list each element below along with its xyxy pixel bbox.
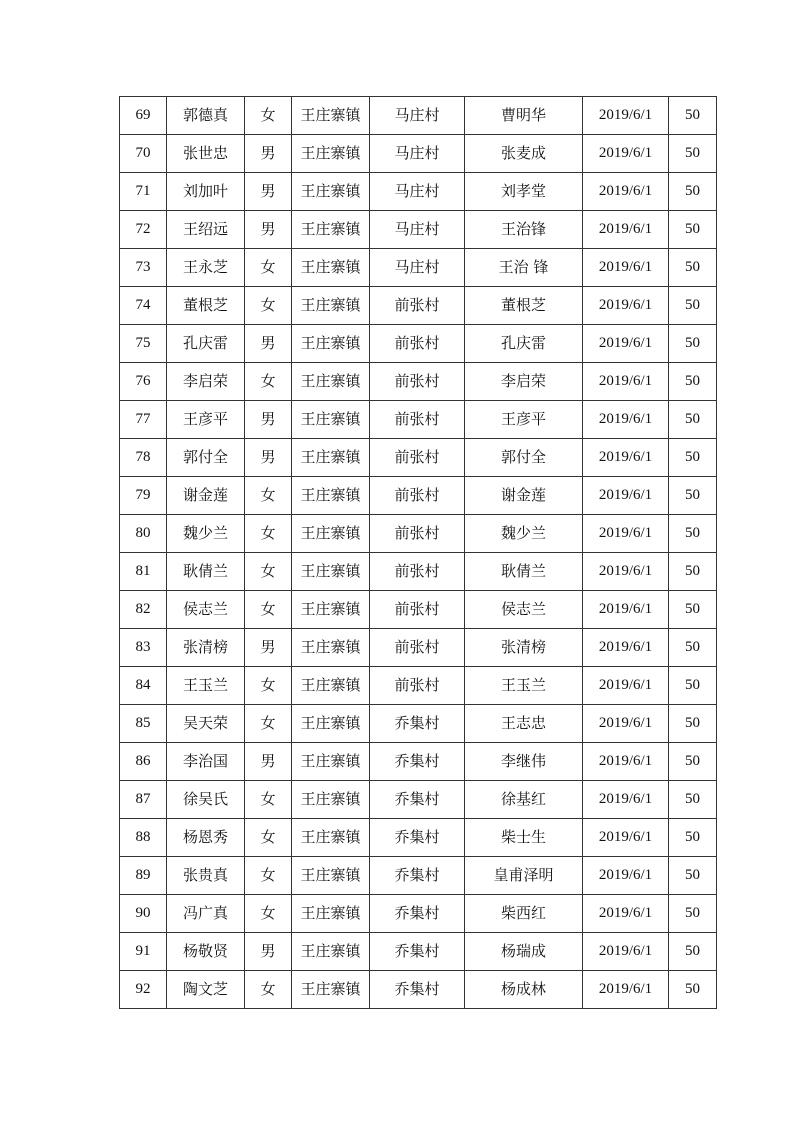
serial-number-cell: 85 [120, 705, 167, 743]
amount-cell: 50 [669, 667, 717, 705]
name-cell: 徐吴氏 [167, 781, 245, 819]
gender-cell: 女 [245, 591, 292, 629]
gender-cell: 男 [245, 743, 292, 781]
serial-number-cell: 87 [120, 781, 167, 819]
amount-cell: 50 [669, 705, 717, 743]
gender-cell: 男 [245, 439, 292, 477]
table-row [120, 591, 717, 629]
gender-cell: 男 [245, 173, 292, 211]
village-cell: 前张村 [370, 591, 465, 629]
name-cell: 王玉兰 [167, 667, 245, 705]
town-cell: 王庄寨镇 [292, 857, 370, 895]
serial-number-cell: 84 [120, 667, 167, 705]
payee-cell: 张麦成 [465, 135, 583, 173]
amount-cell: 50 [669, 173, 717, 211]
serial-number-cell: 75 [120, 325, 167, 363]
village-cell: 前张村 [370, 515, 465, 553]
table-row [120, 325, 717, 363]
town-cell: 王庄寨镇 [292, 553, 370, 591]
town-cell: 王庄寨镇 [292, 819, 370, 857]
table-row [120, 135, 717, 173]
village-cell: 前张村 [370, 477, 465, 515]
date-cell: 2019/6/1 [583, 477, 669, 515]
date-cell: 2019/6/1 [583, 667, 669, 705]
name-cell: 张清榜 [167, 629, 245, 667]
amount-cell: 50 [669, 781, 717, 819]
gender-cell: 女 [245, 363, 292, 401]
town-cell: 王庄寨镇 [292, 933, 370, 971]
roster-body [120, 97, 717, 1009]
gender-cell: 女 [245, 515, 292, 553]
gender-cell: 女 [245, 249, 292, 287]
town-cell: 王庄寨镇 [292, 173, 370, 211]
town-cell: 王庄寨镇 [292, 211, 370, 249]
payee-cell: 王彦平 [465, 401, 583, 439]
payee-cell: 杨瑞成 [465, 933, 583, 971]
table-row [120, 933, 717, 971]
serial-number-cell: 78 [120, 439, 167, 477]
table-row [120, 401, 717, 439]
date-cell: 2019/6/1 [583, 819, 669, 857]
payee-cell: 郭付全 [465, 439, 583, 477]
town-cell: 王庄寨镇 [292, 325, 370, 363]
date-cell: 2019/6/1 [583, 971, 669, 1009]
village-cell: 前张村 [370, 667, 465, 705]
payee-cell: 刘孝堂 [465, 173, 583, 211]
table-row [120, 363, 717, 401]
payee-cell: 王志忠 [465, 705, 583, 743]
village-cell: 乔集村 [370, 705, 465, 743]
town-cell: 王庄寨镇 [292, 705, 370, 743]
table-row [120, 249, 717, 287]
payee-cell: 徐基红 [465, 781, 583, 819]
village-cell: 乔集村 [370, 895, 465, 933]
town-cell: 王庄寨镇 [292, 249, 370, 287]
date-cell: 2019/6/1 [583, 591, 669, 629]
date-cell: 2019/6/1 [583, 135, 669, 173]
table-row [120, 781, 717, 819]
payee-cell: 李启荣 [465, 363, 583, 401]
date-cell: 2019/6/1 [583, 515, 669, 553]
name-cell: 孔庆雷 [167, 325, 245, 363]
payee-cell: 谢金莲 [465, 477, 583, 515]
table-row [120, 819, 717, 857]
village-cell: 乔集村 [370, 857, 465, 895]
serial-number-cell: 80 [120, 515, 167, 553]
gender-cell: 男 [245, 933, 292, 971]
payee-cell: 柴士生 [465, 819, 583, 857]
name-cell: 耿倩兰 [167, 553, 245, 591]
gender-cell: 女 [245, 553, 292, 591]
town-cell: 王庄寨镇 [292, 477, 370, 515]
roster-table [119, 96, 717, 1009]
name-cell: 吴天荣 [167, 705, 245, 743]
town-cell: 王庄寨镇 [292, 135, 370, 173]
serial-number-cell: 70 [120, 135, 167, 173]
table-row [120, 895, 717, 933]
gender-cell: 女 [245, 971, 292, 1009]
date-cell: 2019/6/1 [583, 401, 669, 439]
amount-cell: 50 [669, 743, 717, 781]
village-cell: 前张村 [370, 325, 465, 363]
town-cell: 王庄寨镇 [292, 363, 370, 401]
amount-cell: 50 [669, 553, 717, 591]
date-cell: 2019/6/1 [583, 97, 669, 135]
village-cell: 马庄村 [370, 97, 465, 135]
table-row [120, 97, 717, 135]
town-cell: 王庄寨镇 [292, 667, 370, 705]
date-cell: 2019/6/1 [583, 629, 669, 667]
date-cell: 2019/6/1 [583, 553, 669, 591]
village-cell: 前张村 [370, 439, 465, 477]
date-cell: 2019/6/1 [583, 781, 669, 819]
serial-number-cell: 81 [120, 553, 167, 591]
date-cell: 2019/6/1 [583, 173, 669, 211]
amount-cell: 50 [669, 819, 717, 857]
village-cell: 马庄村 [370, 211, 465, 249]
table-row [120, 515, 717, 553]
amount-cell: 50 [669, 287, 717, 325]
amount-cell: 50 [669, 325, 717, 363]
gender-cell: 女 [245, 477, 292, 515]
gender-cell: 女 [245, 857, 292, 895]
village-cell: 前张村 [370, 287, 465, 325]
date-cell: 2019/6/1 [583, 363, 669, 401]
table-row [120, 477, 717, 515]
date-cell: 2019/6/1 [583, 325, 669, 363]
name-cell: 刘加叶 [167, 173, 245, 211]
gender-cell: 男 [245, 211, 292, 249]
village-cell: 马庄村 [370, 173, 465, 211]
date-cell: 2019/6/1 [583, 933, 669, 971]
gender-cell: 女 [245, 667, 292, 705]
payee-cell: 皇甫泽明 [465, 857, 583, 895]
town-cell: 王庄寨镇 [292, 439, 370, 477]
village-cell: 乔集村 [370, 819, 465, 857]
village-cell: 乔集村 [370, 743, 465, 781]
table-row [120, 439, 717, 477]
name-cell: 冯广真 [167, 895, 245, 933]
name-cell: 王彦平 [167, 401, 245, 439]
name-cell: 李治国 [167, 743, 245, 781]
payee-cell: 魏少兰 [465, 515, 583, 553]
table-row [120, 667, 717, 705]
name-cell: 杨敬贤 [167, 933, 245, 971]
serial-number-cell: 79 [120, 477, 167, 515]
payee-cell: 李继伟 [465, 743, 583, 781]
gender-cell: 女 [245, 781, 292, 819]
town-cell: 王庄寨镇 [292, 971, 370, 1009]
table-row [120, 629, 717, 667]
name-cell: 董根芝 [167, 287, 245, 325]
table-row [120, 173, 717, 211]
table-row [120, 743, 717, 781]
payee-cell: 杨成林 [465, 971, 583, 1009]
payee-cell: 孔庆雷 [465, 325, 583, 363]
amount-cell: 50 [669, 211, 717, 249]
serial-number-cell: 88 [120, 819, 167, 857]
table-row [120, 971, 717, 1009]
table-row [120, 287, 717, 325]
amount-cell: 50 [669, 363, 717, 401]
amount-cell: 50 [669, 249, 717, 287]
amount-cell: 50 [669, 97, 717, 135]
serial-number-cell: 74 [120, 287, 167, 325]
gender-cell: 男 [245, 135, 292, 173]
village-cell: 马庄村 [370, 135, 465, 173]
serial-number-cell: 69 [120, 97, 167, 135]
village-cell: 乔集村 [370, 971, 465, 1009]
payee-cell: 张清榜 [465, 629, 583, 667]
serial-number-cell: 89 [120, 857, 167, 895]
amount-cell: 50 [669, 401, 717, 439]
gender-cell: 女 [245, 819, 292, 857]
amount-cell: 50 [669, 477, 717, 515]
serial-number-cell: 83 [120, 629, 167, 667]
payee-cell: 曹明华 [465, 97, 583, 135]
amount-cell: 50 [669, 895, 717, 933]
town-cell: 王庄寨镇 [292, 287, 370, 325]
gender-cell: 男 [245, 401, 292, 439]
payee-cell: 耿倩兰 [465, 553, 583, 591]
table-row [120, 857, 717, 895]
table-row [120, 211, 717, 249]
gender-cell: 女 [245, 705, 292, 743]
name-cell: 杨恩秀 [167, 819, 245, 857]
serial-number-cell: 76 [120, 363, 167, 401]
town-cell: 王庄寨镇 [292, 401, 370, 439]
serial-number-cell: 73 [120, 249, 167, 287]
date-cell: 2019/6/1 [583, 211, 669, 249]
village-cell: 前张村 [370, 629, 465, 667]
name-cell: 陶文芝 [167, 971, 245, 1009]
date-cell: 2019/6/1 [583, 743, 669, 781]
amount-cell: 50 [669, 971, 717, 1009]
serial-number-cell: 86 [120, 743, 167, 781]
amount-cell: 50 [669, 629, 717, 667]
name-cell: 侯志兰 [167, 591, 245, 629]
amount-cell: 50 [669, 933, 717, 971]
payee-cell: 王治 锋 [465, 249, 583, 287]
village-cell: 乔集村 [370, 933, 465, 971]
name-cell: 郭德真 [167, 97, 245, 135]
name-cell: 王永芝 [167, 249, 245, 287]
town-cell: 王庄寨镇 [292, 515, 370, 553]
name-cell: 魏少兰 [167, 515, 245, 553]
payee-cell: 王治锋 [465, 211, 583, 249]
serial-number-cell: 92 [120, 971, 167, 1009]
amount-cell: 50 [669, 135, 717, 173]
date-cell: 2019/6/1 [583, 439, 669, 477]
date-cell: 2019/6/1 [583, 705, 669, 743]
date-cell: 2019/6/1 [583, 895, 669, 933]
name-cell: 郭付全 [167, 439, 245, 477]
name-cell: 王绍远 [167, 211, 245, 249]
gender-cell: 女 [245, 287, 292, 325]
amount-cell: 50 [669, 857, 717, 895]
name-cell: 张世忠 [167, 135, 245, 173]
town-cell: 王庄寨镇 [292, 97, 370, 135]
village-cell: 马庄村 [370, 249, 465, 287]
table-row [120, 705, 717, 743]
serial-number-cell: 82 [120, 591, 167, 629]
name-cell: 张贵真 [167, 857, 245, 895]
town-cell: 王庄寨镇 [292, 743, 370, 781]
gender-cell: 男 [245, 325, 292, 363]
payee-cell: 王玉兰 [465, 667, 583, 705]
serial-number-cell: 72 [120, 211, 167, 249]
table-row [120, 553, 717, 591]
amount-cell: 50 [669, 439, 717, 477]
gender-cell: 男 [245, 629, 292, 667]
name-cell: 谢金莲 [167, 477, 245, 515]
date-cell: 2019/6/1 [583, 287, 669, 325]
village-cell: 前张村 [370, 553, 465, 591]
date-cell: 2019/6/1 [583, 857, 669, 895]
gender-cell: 女 [245, 97, 292, 135]
village-cell: 前张村 [370, 401, 465, 439]
gender-cell: 女 [245, 895, 292, 933]
amount-cell: 50 [669, 591, 717, 629]
payee-cell: 董根芝 [465, 287, 583, 325]
serial-number-cell: 77 [120, 401, 167, 439]
date-cell: 2019/6/1 [583, 249, 669, 287]
payee-cell: 柴西红 [465, 895, 583, 933]
village-cell: 前张村 [370, 363, 465, 401]
town-cell: 王庄寨镇 [292, 629, 370, 667]
serial-number-cell: 91 [120, 933, 167, 971]
town-cell: 王庄寨镇 [292, 895, 370, 933]
town-cell: 王庄寨镇 [292, 781, 370, 819]
payee-cell: 侯志兰 [465, 591, 583, 629]
village-cell: 乔集村 [370, 781, 465, 819]
serial-number-cell: 71 [120, 173, 167, 211]
name-cell: 李启荣 [167, 363, 245, 401]
amount-cell: 50 [669, 515, 717, 553]
town-cell: 王庄寨镇 [292, 591, 370, 629]
serial-number-cell: 90 [120, 895, 167, 933]
